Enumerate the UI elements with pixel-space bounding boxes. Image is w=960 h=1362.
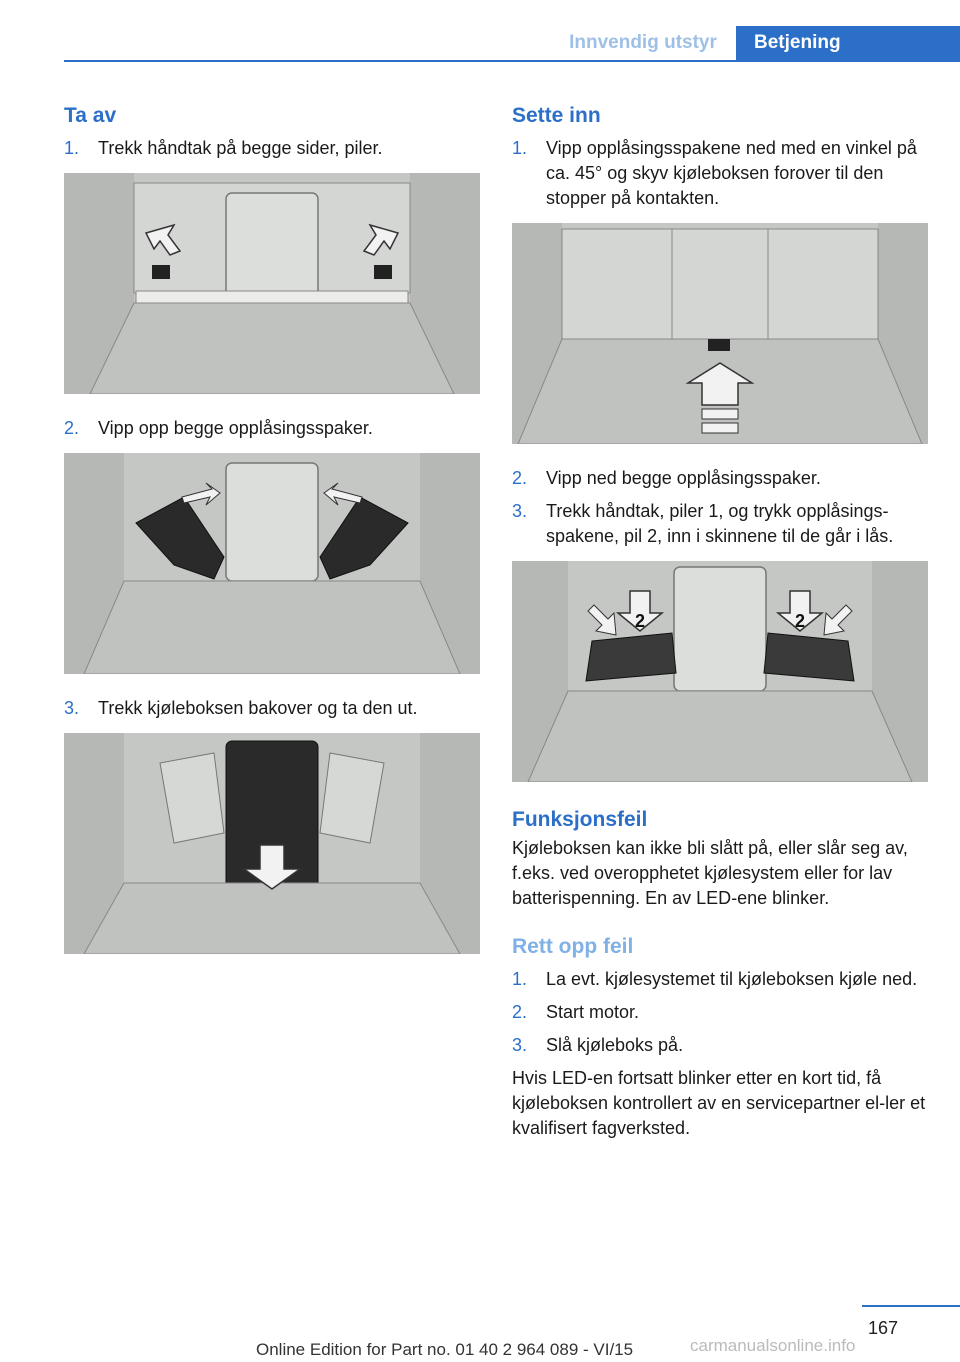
step-text: Vipp opp begge opplåsingsspaker. <box>98 418 373 438</box>
header-section-tab[interactable]: Innvendig utstyr <box>569 32 717 53</box>
step-number: 3. <box>512 1035 528 1055</box>
edition-text: Online Edition for Part no. 01 40 2 964 089 - VI/15 <box>256 1340 634 1359</box>
step-text: Vipp ned begge opplåsingsspaker. <box>546 468 821 488</box>
page-number: 167 <box>867 1318 898 1338</box>
list-item <box>64 416 480 441</box>
list-item <box>512 1033 928 1058</box>
list-item <box>512 466 928 491</box>
remove-steps <box>64 136 480 161</box>
remove-steps-2 <box>64 416 480 441</box>
step-number: 1. <box>512 969 528 989</box>
fix-heading: Rett opp feil <box>512 935 634 958</box>
insert-heading: Sette inn <box>512 104 601 127</box>
list-item <box>512 967 928 992</box>
remove-steps-3 <box>64 696 480 721</box>
fault-text: Kjøleboksen kan ikke bli slått på, eller slår seg av, f.eks. ved overopphetet kjølesystem eller for lav batterispenning. En av LED-ene blinker. <box>512 838 908 908</box>
step-text: Start motor. <box>546 1002 640 1022</box>
figure-press-levers <box>512 561 928 782</box>
right-column <box>512 100 928 1141</box>
insert-steps <box>512 136 928 211</box>
watermark: carmanualsonline.info <box>690 1336 856 1355</box>
closing-text: Hvis LED-en fortsatt blinker etter en kort tid, få kjøleboksen kontrollert av en servicepartner el‐ler et kvalifisert fagverksted. <box>512 1068 926 1138</box>
fix-steps <box>512 967 928 1058</box>
remove-heading: Ta av <box>64 104 117 127</box>
step-number: 2. <box>64 418 80 438</box>
figure-label: 2 <box>794 611 806 631</box>
list-item <box>512 136 928 211</box>
figure-push-forward <box>512 223 928 444</box>
step-number: 3. <box>64 698 80 718</box>
step-text: Trekk håndtak, piler 1, og trykk opplåsings‐spakene, pil 2, inn i skinnene til de går i lås. <box>546 501 894 546</box>
list-item <box>64 136 480 161</box>
step-number: 3. <box>512 501 528 521</box>
footer-rule <box>862 1305 960 1307</box>
fault-heading: Funksjonsfeil <box>512 808 648 831</box>
figure-tilt-up-levers <box>64 453 480 674</box>
step-number: 2. <box>512 468 528 488</box>
step-text: Vipp opplåsingsspakene ned med en vinkel på ca. 45° og skyv kjøleboksen forover til den stopper på kontakten. <box>546 138 917 208</box>
header-chapter-tab[interactable]: Betjening <box>736 26 960 62</box>
left-column <box>64 100 480 976</box>
list-item <box>64 696 480 721</box>
step-number: 2. <box>512 1002 528 1022</box>
spacer <box>512 911 928 931</box>
step-number: 1. <box>64 138 80 158</box>
step-text: La evt. kjølesystemet til kjøleboksen kjøle ned. <box>546 969 918 989</box>
insert-steps-2 <box>512 466 928 549</box>
step-number: 1. <box>512 138 528 158</box>
figure-pull-out-box <box>64 733 480 954</box>
figure-label: 2 <box>634 611 646 631</box>
step-text: Trekk håndtak på begge sider, piler. <box>98 138 383 158</box>
step-text: Slå kjøleboks på. <box>546 1035 684 1055</box>
figure-pull-handles <box>64 173 480 394</box>
step-text: Trekk kjøleboksen bakover og ta den ut. <box>98 698 418 718</box>
list-item <box>512 1000 928 1025</box>
list-item <box>512 499 928 549</box>
